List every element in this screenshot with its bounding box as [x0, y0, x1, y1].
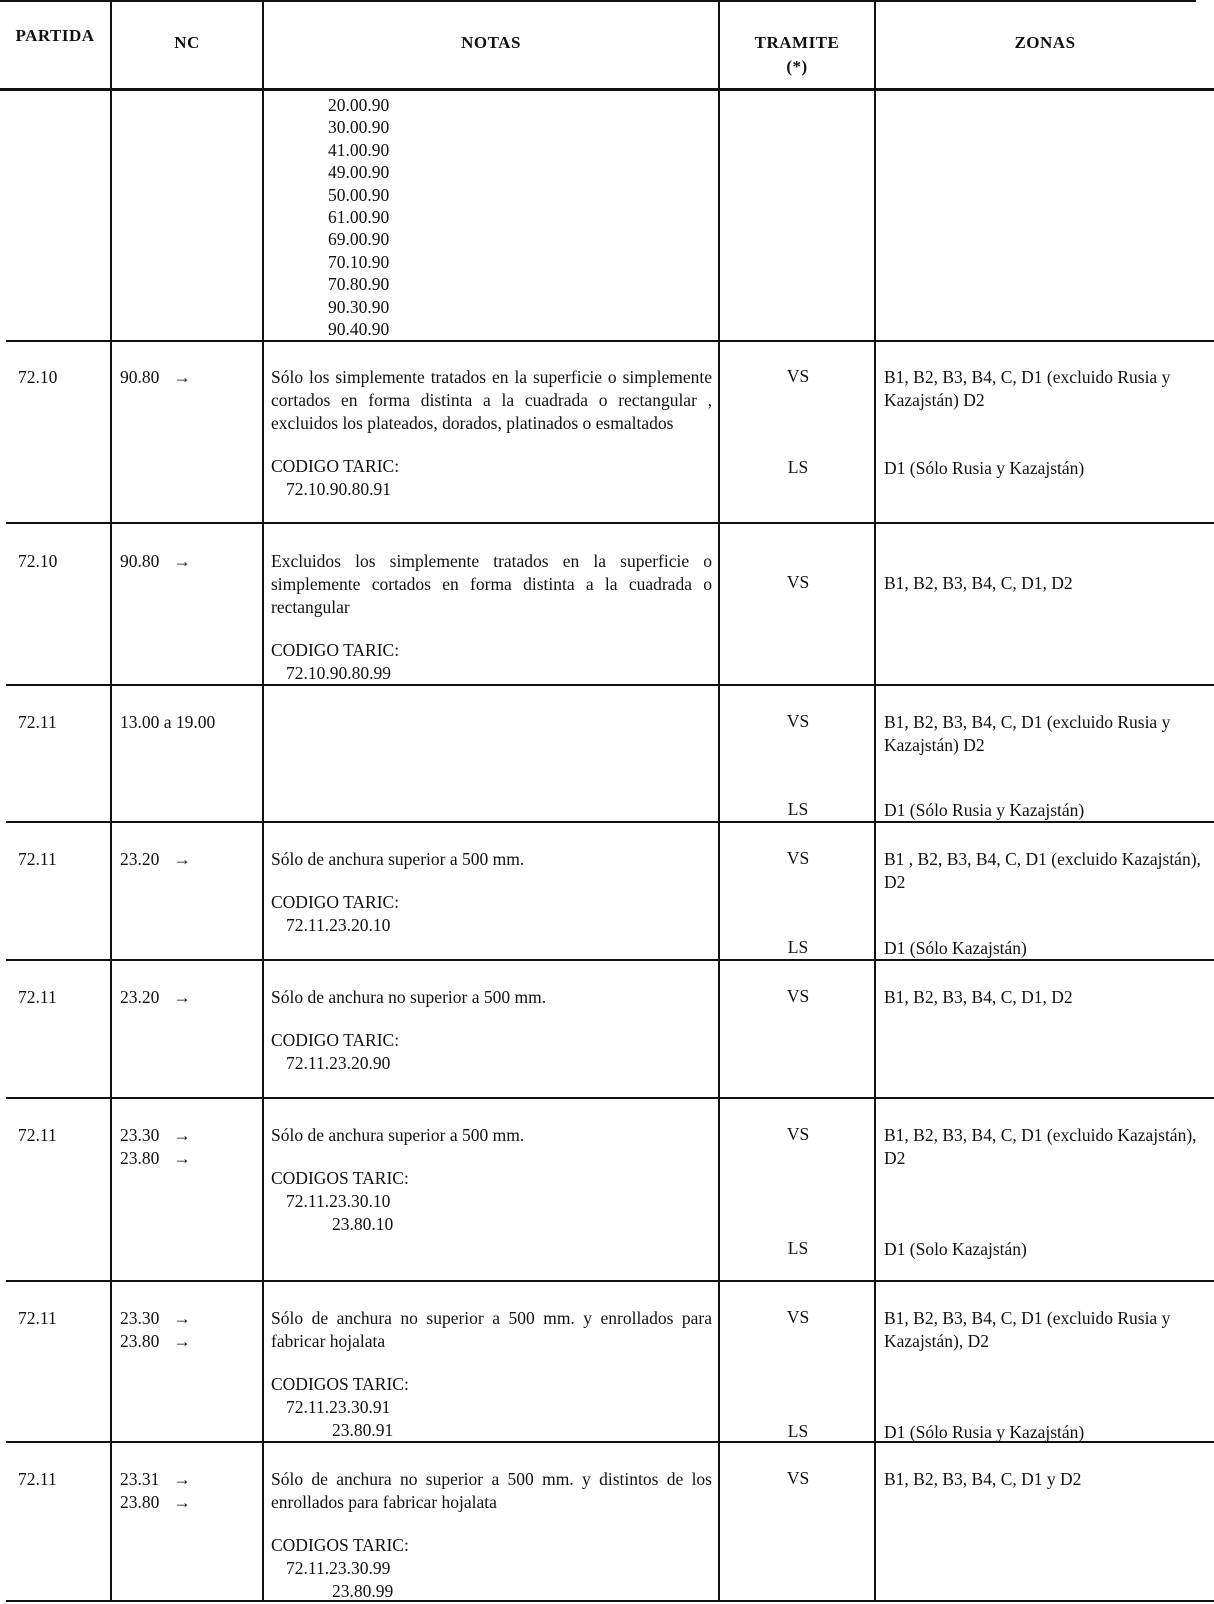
row-rule: [6, 1280, 1214, 1282]
taric-label: CODIGO TARIC:: [271, 456, 400, 476]
row-nc: [120, 986, 191, 1009]
note-text: Sólo de anchura no superior a 500 mm.: [271, 987, 547, 1007]
taric-code: 72.11.23.30.10: [286, 1191, 391, 1211]
list-item: 30.00.90: [328, 117, 390, 138]
list-item: 49.00.90: [328, 162, 390, 183]
col-rule: [874, 0, 876, 1602]
taric-code: 72.10.90.80.91: [286, 479, 391, 499]
tramite-code: VS: [786, 366, 810, 386]
taric-code: 72.11.23.30.91: [286, 1397, 391, 1417]
arrow-right-icon: →: [173, 987, 191, 1007]
row-notes: [271, 1307, 712, 1442]
nc-code: 23.80: [120, 1492, 160, 1512]
row-partida: 72.11: [18, 1469, 57, 1489]
note-text: Sólo de anchura no superior a 500 mm. y distintos de los enrollados para fabricar hojalata: [271, 1469, 712, 1512]
taric-label: CODIGOS TARIC:: [271, 1535, 409, 1555]
nc-code: 23.20: [120, 987, 160, 1007]
list-item: 41.00.90: [328, 139, 390, 160]
tramite-code: VS: [786, 1468, 810, 1488]
row-notes: [271, 550, 712, 685]
row-rule: [6, 340, 1214, 342]
zone-text: B1, B2, B3, B4, C, D1 (excluido Rusia y Kazajstán) D2: [884, 712, 1171, 755]
taric-code: 72.11.23.20.10: [286, 915, 391, 935]
continuation-code-list: [328, 94, 389, 340]
arrow-right-icon: →: [173, 1308, 191, 1328]
row-partida: 72.10: [18, 551, 58, 571]
zone-text: B1, B2, B3, B4, C, D1, D2: [884, 573, 1073, 593]
row-nc: [120, 1468, 191, 1514]
tramite-code: LS: [787, 937, 809, 957]
row-nc: [120, 848, 191, 871]
nc-code: 23.31: [120, 1469, 160, 1489]
list-item: 69.00.90: [328, 229, 390, 250]
header-tramite-note: (*): [786, 57, 808, 76]
row-rule: [6, 522, 1214, 524]
header-notas: NOTAS: [461, 33, 521, 52]
note-text: Excluidos los simplemente tratados en la superficie o simplemente cortados en forma distinta a la cuadrada o rectangular: [271, 551, 712, 617]
col-rule: [110, 0, 112, 1602]
zone-text: D1 (Sólo Rusia y Kazajstán): [884, 458, 1085, 478]
tramite-code: VS: [786, 1307, 810, 1327]
row-nc: [120, 1307, 191, 1353]
taric-label: CODIGO TARIC:: [271, 640, 400, 660]
taric-label: CODIGOS TARIC:: [271, 1168, 409, 1188]
header-tramite: [720, 33, 874, 77]
taric-code: 72.11.23.20.90: [286, 1053, 391, 1073]
col-rule: [262, 0, 264, 1602]
zone-text: B1, B2, B3, B4, C, D1, D2: [884, 987, 1073, 1007]
header-tramite-label: TRAMITE: [754, 33, 840, 52]
row-partida: 72.11: [18, 1308, 57, 1328]
row-nc: [120, 1124, 191, 1170]
list-item: 90.30.90: [328, 296, 390, 317]
tramite-code: LS: [787, 1238, 809, 1258]
row-partida: 72.11: [18, 712, 57, 732]
taric-label: CODIGOS TARIC:: [271, 1374, 409, 1394]
arrow-right-icon: →: [173, 367, 191, 387]
row-nc: 13.00 a 19.00: [120, 712, 216, 732]
row-partida: 72.11: [18, 849, 57, 869]
arrow-right-icon: →: [173, 551, 191, 571]
tramite-code: VS: [786, 711, 810, 731]
row-notes: [271, 986, 712, 1075]
nc-code: 23.30: [120, 1308, 160, 1328]
zone-text: D1 (Sólo Kazajstán): [884, 938, 1027, 958]
header-nc: NC: [174, 33, 200, 52]
tramite-code: LS: [787, 1421, 809, 1441]
taric-code: 23.80.10: [332, 1214, 394, 1234]
row-partida: 72.10: [18, 367, 58, 387]
note-text: Sólo de anchura superior a 500 mm.: [271, 1125, 525, 1145]
taric-code: 23.80.91: [332, 1420, 394, 1440]
row-notes: [271, 848, 712, 937]
col-rule: [718, 0, 720, 1602]
list-item: 70.10.90: [328, 251, 390, 272]
taric-code: 72.11.23.30.99: [286, 1558, 391, 1578]
row-rule: [6, 1097, 1214, 1099]
note-text: Sólo de anchura no superior a 500 mm. y enrollados para fabricar hojalata: [271, 1308, 712, 1351]
taric-label: CODIGO TARIC:: [271, 1030, 400, 1050]
list-item: 20.00.90: [328, 95, 390, 115]
header-partida: PARTIDA: [15, 26, 95, 45]
row-nc: [120, 366, 191, 389]
nc-code: 90.80: [120, 367, 160, 387]
zone-text: D1 (Solo Kazajstán): [884, 1239, 1027, 1259]
list-item: 70.80.90: [328, 274, 390, 295]
tramite-code: VS: [786, 1124, 810, 1144]
list-item: 90.40.90: [328, 319, 390, 340]
taric-label: CODIGO TARIC:: [271, 892, 400, 912]
tramite-code: VS: [786, 986, 810, 1006]
tramite-code: LS: [787, 799, 809, 819]
arrow-right-icon: →: [173, 1469, 191, 1489]
row-partida: 72.11: [18, 987, 57, 1007]
nc-code: 23.80: [120, 1148, 160, 1168]
arrow-right-icon: →: [173, 1492, 191, 1512]
arrow-right-icon: →: [173, 849, 191, 869]
nc-code: 23.20: [120, 849, 160, 869]
zone-text: B1, B2, B3, B4, C, D1 (excluido Kazajstán), D2: [884, 1125, 1197, 1168]
note-text: Sólo de anchura superior a 500 mm.: [271, 849, 525, 869]
table-top-rule: [0, 0, 1196, 2]
row-notes: [271, 366, 712, 501]
arrow-right-icon: →: [173, 1148, 191, 1168]
row-notes: [271, 1468, 712, 1603]
nc-code: 90.80: [120, 551, 160, 571]
tramite-code: LS: [787, 457, 809, 477]
row-partida: 72.11: [18, 1125, 57, 1145]
note-text: Sólo los simplemente tratados en la superficie o simplemente cortados en forma distinta a la cuadrada o rectangular , excluidos los plateados, dorados, platinados o esmaltados: [271, 367, 712, 433]
zone-text: B1, B2, B3, B4, C, D1 (excluido Rusia y Kazajstán) D2: [884, 367, 1171, 410]
zone-text: B1, B2, B3, B4, C, D1 y D2: [884, 1469, 1082, 1489]
taric-code: 23.80.99: [332, 1581, 394, 1601]
zone-text: B1, B2, B3, B4, C, D1 (excluido Rusia y Kazajstán), D2: [884, 1308, 1171, 1351]
list-item: 50.00.90: [328, 184, 390, 205]
header-zonas: ZONAS: [1014, 33, 1076, 52]
taric-code: 72.10.90.80.99: [286, 663, 391, 683]
arrow-right-icon: →: [173, 1125, 191, 1145]
zone-text: B1 , B2, B3, B4, C, D1 (excluido Kazajstán), D2: [884, 849, 1201, 892]
list-item: 61.00.90: [328, 207, 390, 228]
nc-code: 23.30: [120, 1125, 160, 1145]
tramite-code: VS: [786, 848, 810, 868]
header-bottom-rule: [0, 88, 1214, 91]
row-nc: [120, 550, 191, 573]
nc-code: 23.80: [120, 1331, 160, 1351]
tramite-code: VS: [786, 572, 810, 592]
zone-text: D1 (Sólo Rusia y Kazajstán): [884, 800, 1085, 820]
arrow-right-icon: →: [173, 1331, 191, 1351]
zone-text: D1 (Sólo Rusia y Kazajstán): [884, 1422, 1085, 1442]
row-notes: [271, 1124, 712, 1236]
